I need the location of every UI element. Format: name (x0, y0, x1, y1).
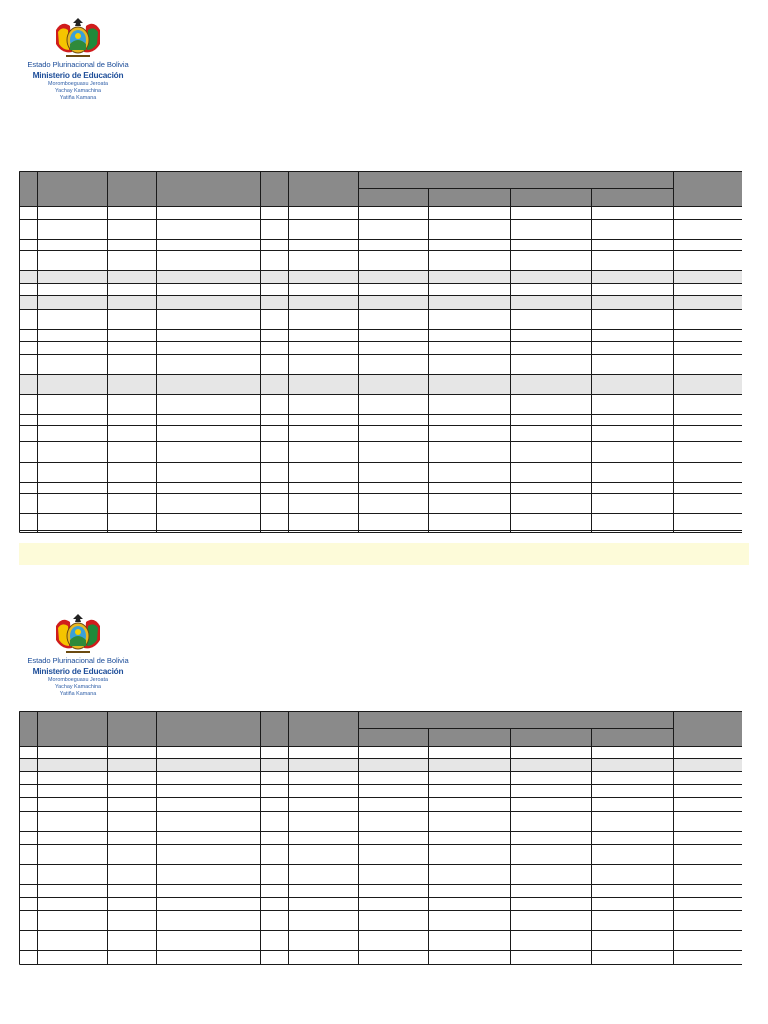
table-row (19, 374, 742, 394)
table-row (19, 394, 742, 414)
table-row (19, 354, 742, 374)
table-row (19, 811, 742, 831)
table-grid (19, 711, 742, 965)
logo-ministry-name: Ministerio de Educación (32, 666, 124, 676)
bolivia-coat-of-arms-icon (52, 16, 104, 60)
ministry-logo (22, 16, 134, 104)
table-row (19, 462, 742, 482)
logo-state-name: Estado Plurinacional de Bolivia (27, 60, 129, 69)
data-table-2 (19, 711, 742, 965)
logo-state-name: Estado Plurinacional de Bolivia (27, 656, 129, 665)
logo-ministry-name: Ministerio de Educación (32, 70, 124, 80)
table-row (19, 950, 742, 964)
table-row (19, 910, 742, 930)
table-row (19, 844, 742, 864)
logo-aymara-motto: Yatiña Kamana (59, 95, 97, 101)
table-row (19, 493, 742, 513)
logo-guarani-motto: Moromboeguasu Jeroata (48, 81, 108, 87)
ministry-logo (22, 612, 134, 700)
table-row (19, 309, 742, 329)
table-row (19, 930, 742, 950)
table-row (19, 884, 742, 897)
note-bar (19, 543, 749, 565)
logo-quechua-motto: Yachay Kamachina (54, 88, 102, 94)
table-row (19, 784, 742, 797)
table-row (19, 897, 742, 910)
table-row (19, 270, 742, 283)
table-row (19, 283, 742, 295)
table-row (19, 831, 742, 844)
table-row (19, 250, 742, 270)
logo-guarani-motto: Moromboeguasu Jeroata (48, 677, 108, 683)
table-row (19, 341, 742, 354)
table-row (19, 797, 742, 811)
table-row (19, 295, 742, 309)
table-row (19, 758, 742, 771)
table-row (19, 414, 742, 425)
table-row (19, 771, 742, 784)
table-row (19, 513, 742, 530)
table-row (19, 441, 742, 462)
table-row (19, 425, 742, 441)
logo-quechua-motto: Yachay Kamachina (54, 684, 102, 690)
table-grid (19, 171, 742, 533)
logo-aymara-motto: Yatiña Kamana (59, 691, 97, 697)
table-row (19, 746, 742, 758)
table-row (19, 482, 742, 493)
table-row (19, 219, 742, 239)
table-row (19, 239, 742, 250)
bolivia-coat-of-arms-icon (52, 612, 104, 656)
table-row (19, 329, 742, 341)
table-row (19, 864, 742, 884)
data-table-1 (19, 171, 742, 533)
table-row (19, 206, 742, 219)
